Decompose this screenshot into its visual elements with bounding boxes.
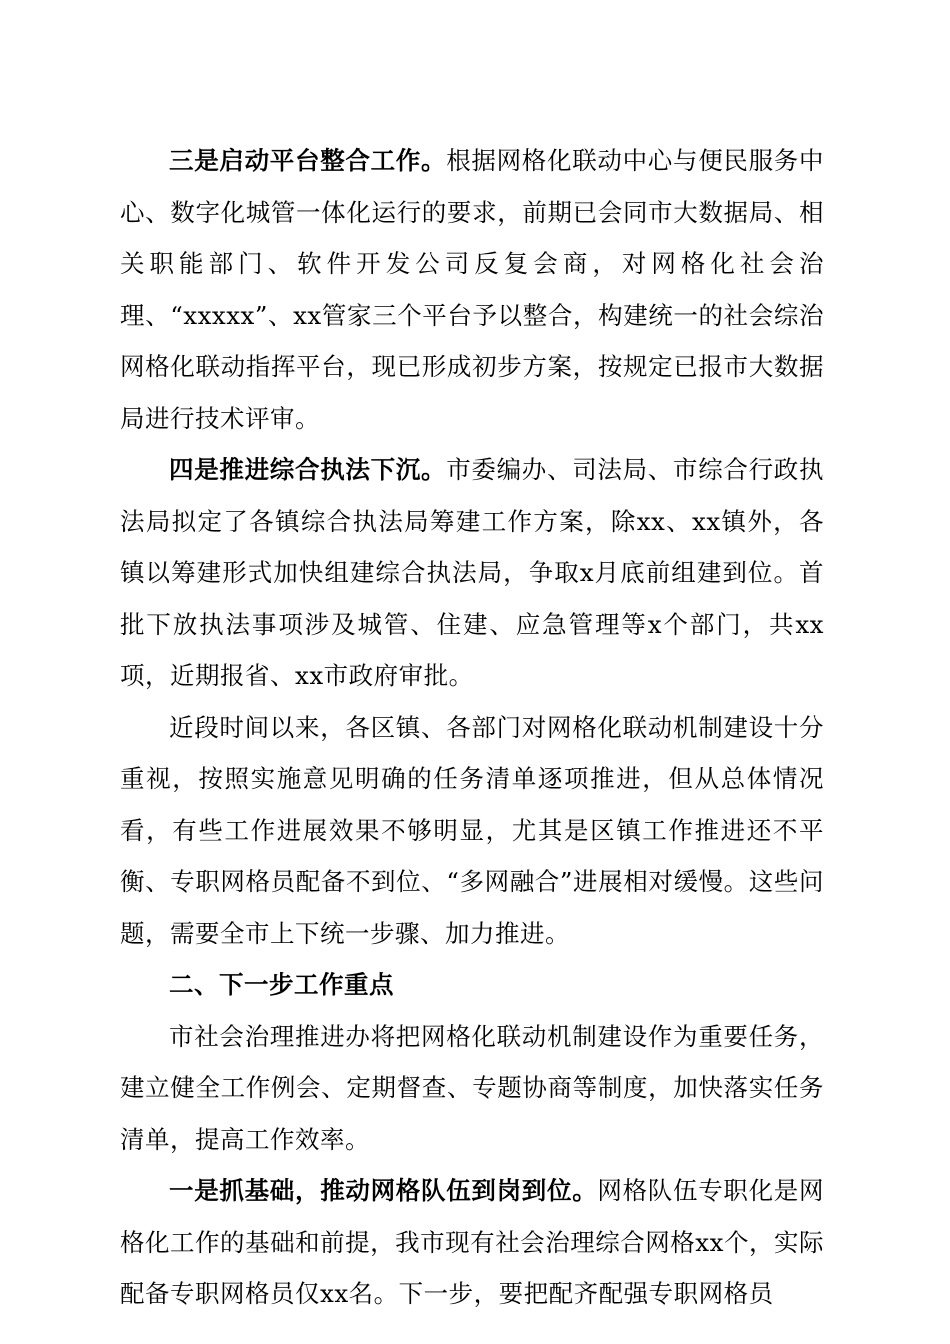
- paragraph-text: 市委编办、司法局、市综合行政执法局拟定了各镇综合执法局筹建工作方案，除xx、xx镇外，各镇以筹建形式加快组建综合执法局，争取x月底前组建到位。首批下放执法事项涉及城管、住建、应急管理等x个部门，共xx项，近期报省、xx市政府审批。: [120, 455, 825, 690]
- paragraph-text: 网格队伍专职化是网格化工作的基础和前提，我市现有社会治理综合网格xx个，实际配备专职网格员仅xx名。下一步，要把配齐配强专职网格员: [120, 1176, 825, 1308]
- paragraph-text: 根据网格化联动中心与便民服务中心、数字化城管一体化运行的要求，前期已会同市大数据局、相关职能部门、软件开发公司反复会商，对网格化社会治理、“xxxxx”、xx管家三个平台予以整合，构建统一的社会综治网格化联动指挥平台，现已形成初步方案，按规定已报市大数据局进行技术评审。: [120, 146, 825, 433]
- paragraph-text: 市社会治理推进办将把网格化联动机制建设作为重要任务，建立健全工作例会、定期督查、专题协商等制度，加快落实任务清单，提高工作效率。: [120, 1021, 824, 1154]
- paragraph-lead: 三是启动平台整合工作。: [169, 146, 447, 175]
- paragraph-text: 近段时间以来，各区镇、各部门对网格化联动机制建设十分重视，按照实施意见明确的任务清单逐项推进，但从总体情况看，有些工作进展效果不够明显，尤其是区镇工作推进还不平衡、专职网格员配备不到位、“多网融合”进展相对缓慢。这些问题，需要全市上下统一步骤、加力推进。: [120, 712, 824, 948]
- paragraph-platform-integration: [120, 135, 824, 444]
- paragraph-lead: 四是推进综合执法下沉。: [169, 455, 447, 484]
- section-heading: 二、下一步工作重点: [169, 970, 394, 999]
- paragraph-intro: [120, 1011, 824, 1166]
- document-body: [120, 135, 824, 1320]
- paragraph-summary: [120, 702, 824, 960]
- paragraph-grid-team: [120, 1165, 824, 1320]
- paragraph-law-enforcement: [120, 444, 824, 702]
- paragraph-lead: 一是抓基础，推动网格队伍到岗到位。: [169, 1176, 598, 1205]
